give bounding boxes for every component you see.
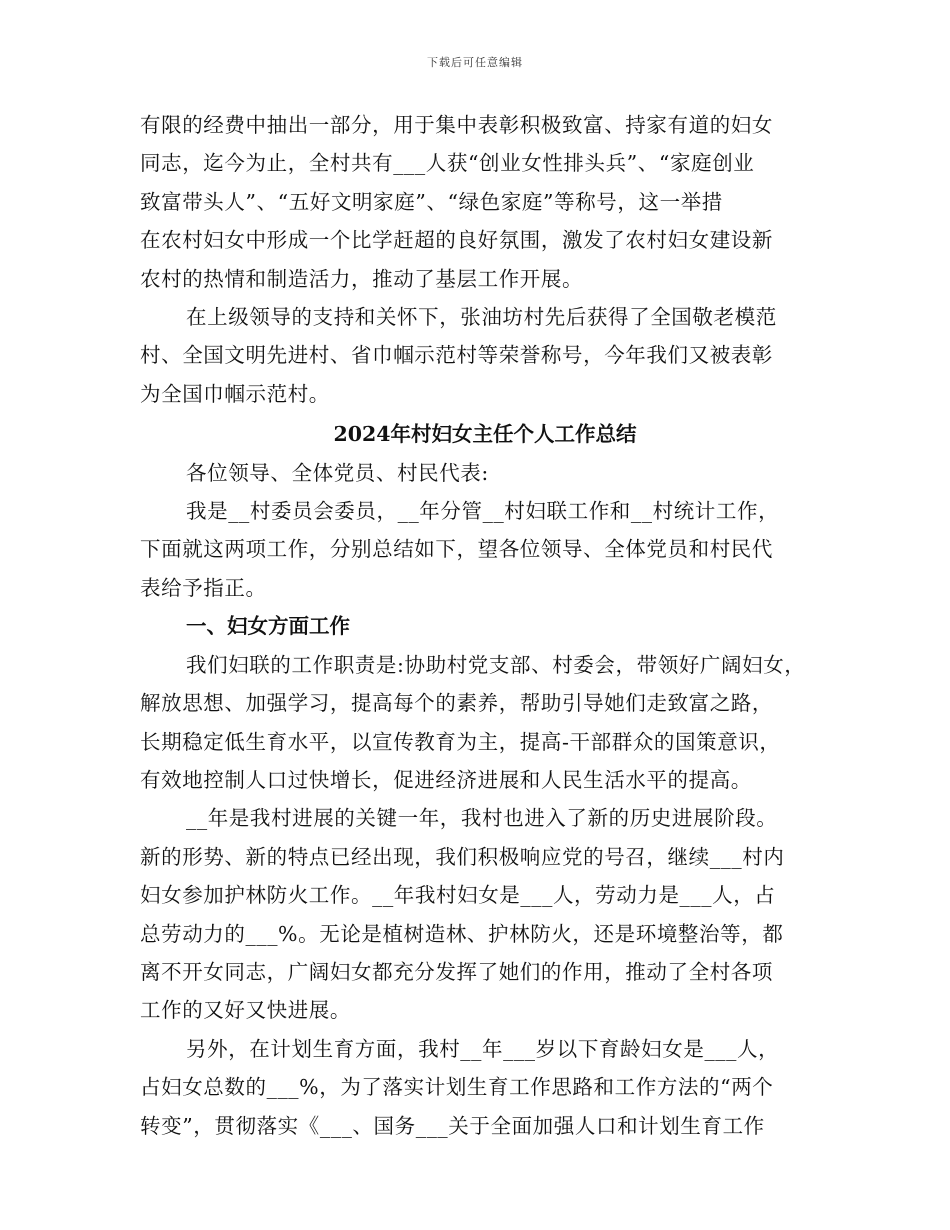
- text-line: 为全国巾帼示范村。: [140, 381, 330, 406]
- text-line: 离不开女同志，广阔妇女都充分发挥了她们的作用，推动了全村各项: [140, 959, 773, 984]
- text-line: 有效地控制人口过快增长，促进经济进展和人民生活水平的提高。: [140, 767, 752, 792]
- text-line: 我们妇联的工作职责是:协助村党支部、村委会，带领好广阔妇女，: [186, 652, 806, 677]
- text-line: 下面就这两项工作，分别总结如下，望各位领导、全体党员和村民代: [140, 537, 773, 562]
- paragraph-family-planning: [140, 1030, 830, 1145]
- text-line: 妇女参加护林防火工作。__年我村妇女是___人，劳动力是___人，占: [140, 883, 776, 908]
- text-line: 在上级领导的支持和关怀下，张油坊村先后获得了全国敬老模范: [186, 305, 777, 330]
- paragraph-progress: [140, 799, 830, 1029]
- paragraph-duties: [140, 646, 830, 800]
- text-line: 另外，在计划生育方面，我村__年___岁以下育龄妇女是___人，: [186, 1036, 780, 1061]
- text-line: 有限的经费中抽出一部分，用于集中表彰积极致富、持家有道的妇女: [140, 113, 773, 137]
- paragraph-honors: [140, 298, 830, 413]
- text-line: __年是我村进展的关键一年，我村也进入了新的历史进展阶段。: [186, 806, 778, 831]
- text-line: 总劳动力的___%。无论是植树造林、护林防火，还是环境整治等，都: [140, 921, 784, 946]
- text-line: 长期稳定低生育水平，以宣传教育为主，提高-干部群众的国策意识，: [140, 729, 781, 754]
- text-line: 工作的又好又快进展。: [140, 998, 351, 1023]
- section-heading: 一、妇女方面工作: [186, 614, 350, 639]
- paragraph-introduction: [140, 492, 830, 607]
- text-line: 表给予指正。: [140, 575, 267, 600]
- text-line: 各位领导、全体党员、村民代表:: [186, 460, 489, 485]
- text-line: 村、全国文明先进村、省巾帼示范村等荣誉称号，今年我们又被表彰: [140, 343, 773, 368]
- text-line: 致富带头人”、“五好文明家庭”、“绿色家庭”等称号，这一举措: [140, 189, 723, 214]
- salutation: [140, 454, 830, 492]
- text-line: 新的形势、新的特点已经出现，我们积极响应党的号召，继续___村内: [140, 844, 785, 869]
- text-line: 同志，迄今为止，全村共有___人获“创业女性排头兵”、“家庭创业: [140, 151, 755, 176]
- document-title: 2024年村妇女主任个人工作总结: [333, 422, 637, 447]
- text-line: 转变”，贯彻落实《___、国务___关于全面加强人口和计划生育工作: [140, 1113, 765, 1138]
- text-line: 我是__村委员会委员，__年分管__村妇联工作和__村统计工作，: [186, 499, 780, 524]
- text-line: 在农村妇女中形成一个比学赶超的良好氛围，激发了农村妇女建设新: [140, 228, 773, 253]
- document-body: [140, 106, 830, 1145]
- header-note: 下载后可任意编辑: [427, 56, 523, 69]
- paragraph-commendation: [140, 106, 830, 298]
- text-line: 农村的热情和制造活力，推动了基层工作开展。: [140, 266, 584, 291]
- text-line: 解放思想、加强学习，提高每个的素养，帮助引导她们走致富之路，: [140, 691, 773, 716]
- text-line: 占妇女总数的___%，为了落实计划生育工作思路和工作方法的“两个: [140, 1075, 774, 1100]
